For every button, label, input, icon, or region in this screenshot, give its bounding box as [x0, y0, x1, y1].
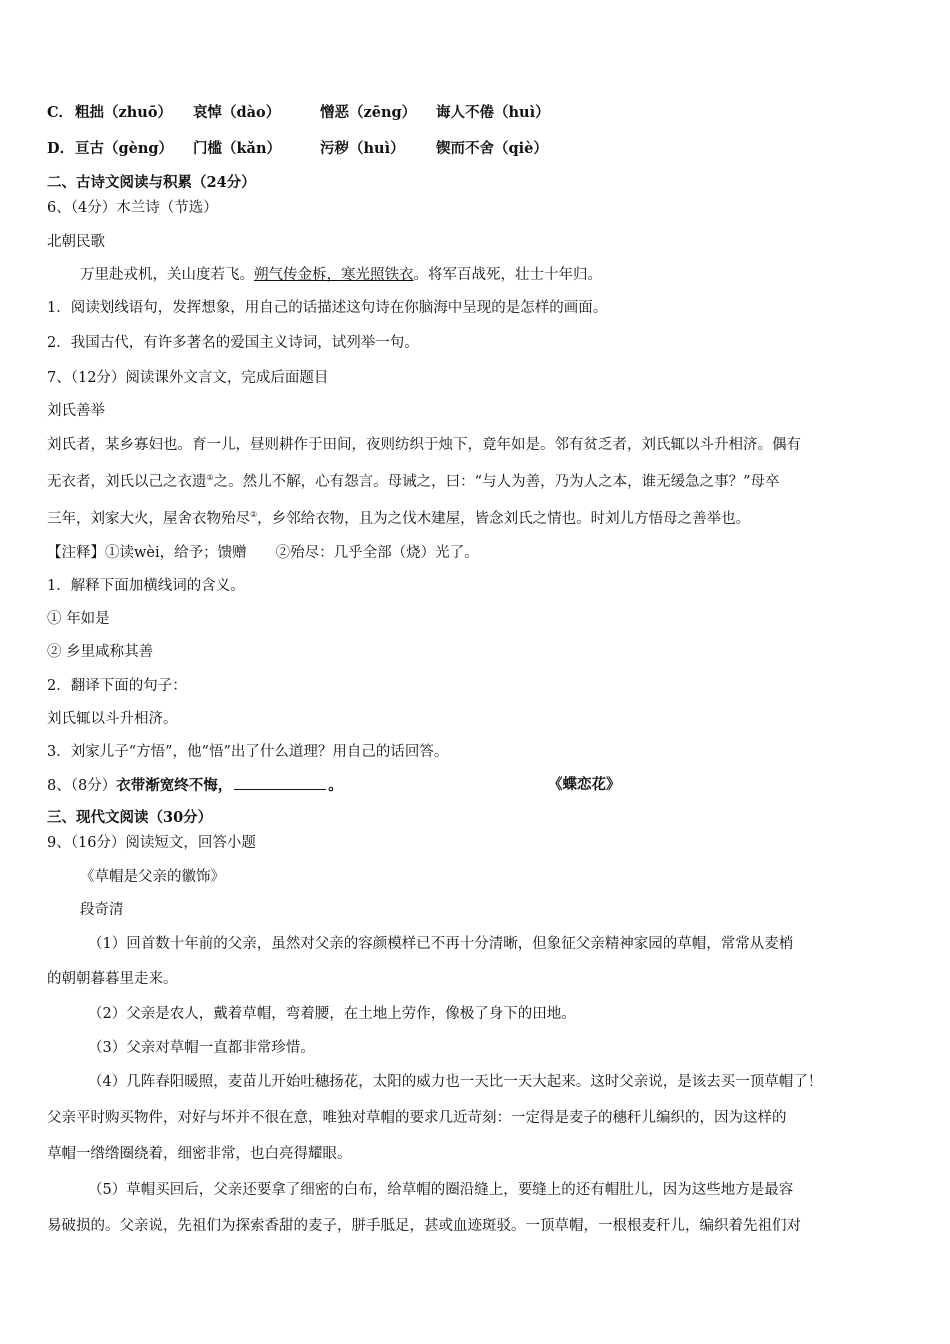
- option-d-letter: D．: [47, 140, 75, 157]
- footnote-marker: ②: [250, 510, 258, 520]
- option-d-item: 亘古（gèng）: [75, 140, 174, 157]
- option-d-item: 污秽（huì）: [320, 140, 405, 157]
- text-part: 无衣者，刘氏以己之衣遗: [47, 474, 207, 490]
- q7-heading: 刘氏善举: [47, 403, 105, 419]
- article-paragraph-line: 父亲平时购买物件，对好与坏并不很在意，唯独对草帽的要求几近苛刻：一定得是麦子的穗秆儿编织的，因为这样的: [47, 1110, 787, 1126]
- article-paragraph-line: （3）父亲对草帽一直都非常珍惜。: [88, 1040, 315, 1056]
- q8-answer-blank[interactable]: [234, 775, 326, 790]
- q7-subquestion-1: 1．解释下面加横线词的含义。: [47, 578, 245, 594]
- q8-source: 《蝶恋花》: [548, 776, 621, 793]
- article-paragraph-line: （5）草帽买回后，父亲还要拿了细密的白布，给草帽的圈沿缝上，要缝上的还有帽肚儿，因为这些地方是最容: [88, 1182, 794, 1198]
- section-2-title: 二、古诗文阅读与积累（24分）: [47, 174, 256, 191]
- poem-underlined: 朔气传金柝，寒光照铁衣: [254, 267, 414, 283]
- q8-row: [47, 775, 343, 796]
- article-paragraph-line: （1）回首数十年前的父亲，虽然对父亲的容颜模样已不再十分清晰，但象征父亲精神家园的草帽，常常从麦梢: [88, 936, 794, 952]
- text-part: ，乡邻给衣物，且为之伐木建屋，皆念刘氏之情也。时刘儿方悟母之善举也。: [257, 511, 751, 527]
- q7-item-1a: ① 年如是: [47, 611, 110, 627]
- text-part: 三年，刘家大火，屋舍衣物殆尽: [47, 511, 250, 527]
- option-d-item: 锲而不舍（qiè）: [436, 140, 548, 157]
- option-c-item: 诲人不倦（huì）: [436, 104, 550, 121]
- option-c-letter: C．: [47, 104, 74, 121]
- q6-subquestion-1: 1．阅读划线语句，发挥想象，用自己的话描述这句诗在你脑海中呈现的是怎样的画面。: [47, 300, 608, 316]
- q7-item-1b: ② 乡里咸称其善: [47, 644, 154, 660]
- text-part: 之。然儿不解，心有怨言。母诫之，曰：“与人为善，乃为人之本，谁无缓急之事？”母卒: [213, 474, 780, 490]
- q7-item-2a: 刘氏辄以斗升相济。: [47, 711, 178, 727]
- article-paragraph-line: 草帽一绺绺圈绕着，细密非常，也白亮得耀眼。: [47, 1146, 352, 1162]
- q7-title: 7、（12分）阅读课外文言文，完成后面题目: [47, 370, 329, 386]
- q7-text-line: [47, 472, 780, 492]
- poem-part: 。将军百战死，壮士十年归。: [413, 267, 602, 283]
- article-paragraph-line: 的朝朝暮暮里走来。: [47, 971, 178, 987]
- q8-line: 衣带渐宽终不悔，: [116, 777, 233, 794]
- q9-title: 9、（16分）阅读短文，回答小题: [47, 835, 256, 851]
- section-3-title: 三、现代文阅读（30分）: [47, 809, 213, 826]
- q6-poem: [80, 265, 602, 285]
- option-d-item: 门槛（kǎn）: [193, 140, 281, 157]
- option-c-item: 哀悼（dào）: [193, 104, 281, 121]
- q7-notes: 【注释】①读wèi，给予；馈赠 ②殆尽：几乎全部（烧）光了。: [47, 545, 479, 561]
- article-author: 段奇清: [80, 902, 124, 918]
- option-c-item: 粗拙（zhuō）: [75, 104, 172, 121]
- q7-subquestion-2: 2．翻译下面的句子：: [47, 678, 187, 694]
- option-c-item: 憎恶（zēng）: [320, 104, 417, 121]
- q7-text-line: [47, 509, 750, 529]
- article-paragraph-line: （2）父亲是农人，戴着草帽，弯着腰，在土地上劳作，像极了身下的田地。: [88, 1006, 576, 1022]
- article-paragraph-line: （4）几阵春阳暖照，麦苗儿开始吐穗扬花，太阳的威力也一天比一天大起来。这时父亲说，是该去买一顶草帽了！: [88, 1074, 823, 1090]
- q6-author: 北朝民歌: [47, 234, 105, 250]
- poem-part: 万里赴戎机，关山度若飞。: [80, 267, 254, 283]
- q8-prefix: 8、（8分）: [47, 778, 117, 794]
- q6-subquestion-2: 2．我国古代，有许多著名的爱国主义诗词，试列举一句。: [47, 335, 419, 351]
- footnote-marker: ①: [206, 473, 214, 483]
- article-title: 《草帽是父亲的徽饰》: [80, 869, 225, 885]
- q7-subquestion-3: 3．刘家儿子“方悟”，他“悟”出了什么道理？用自己的话回答。: [47, 744, 449, 760]
- q6-title: 6、（4分）木兰诗（节选）: [47, 200, 218, 216]
- q7-text-line: 刘氏者，某乡寡妇也。育一儿，昼则耕作于田间，夜则纺织于烛下，竟年如是。邻有贫乏者，刘氏辄以斗升相济。偶有: [47, 437, 801, 453]
- article-paragraph-line: 易破损的。父亲说，先祖们为探索香甜的麦子，胼手胝足，甚或血迹斑驳。一顶草帽，一根根麦秆儿，编织着先祖们对: [47, 1218, 801, 1234]
- q8-end: 。: [328, 777, 343, 794]
